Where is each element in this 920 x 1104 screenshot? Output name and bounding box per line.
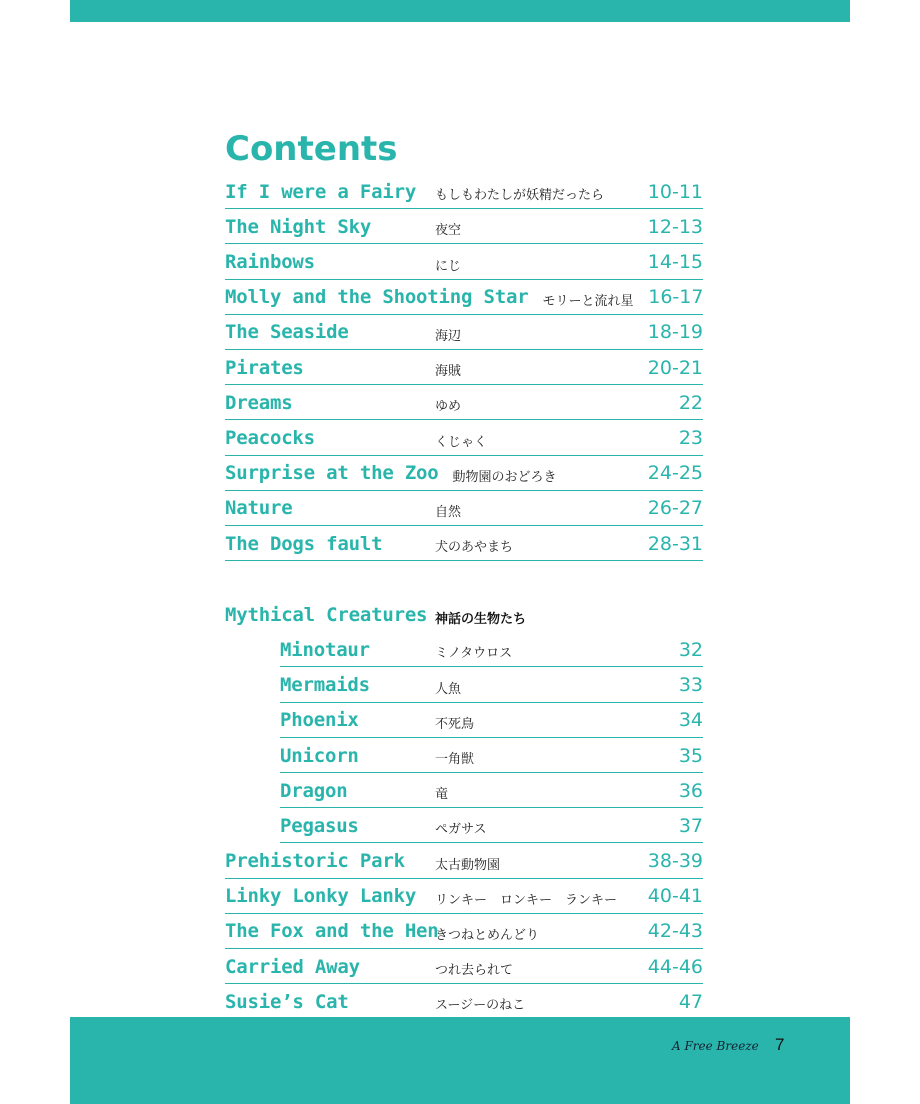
- entry-page: 22: [678, 391, 703, 414]
- entry-title: Minotaur: [280, 638, 370, 661]
- toc-entry[interactable]: [225, 880, 703, 914]
- toc-entry[interactable]: [280, 669, 703, 703]
- toc-entry[interactable]: [225, 351, 703, 385]
- toc-group-mythical: [225, 633, 703, 843]
- entry-title: Phoenix: [280, 709, 359, 732]
- toc-entry[interactable]: [225, 985, 703, 1019]
- entry-japanese-title: ペガサス: [435, 822, 487, 838]
- entry-page: 42-43: [647, 920, 703, 943]
- entry-title: Dragon: [280, 779, 348, 802]
- toc-entry[interactable]: [280, 774, 703, 808]
- entry-japanese-title: 自然: [435, 504, 462, 520]
- entry-page: 47: [678, 990, 703, 1013]
- entry-japanese-title: 動物園のおどろき: [452, 469, 557, 485]
- toc-entry[interactable]: [225, 210, 703, 244]
- entry-page: 14-15: [647, 251, 703, 274]
- entry-japanese-title: つれ去られて: [435, 963, 514, 979]
- footer-brand: A Free Breeze: [672, 1039, 759, 1053]
- entry-page: 33: [678, 674, 703, 697]
- toc-entry[interactable]: [280, 809, 703, 843]
- entry-page: 44-46: [647, 955, 703, 978]
- entry-japanese-title: ミノタウロス: [435, 646, 513, 662]
- toc-entry[interactable]: [225, 527, 703, 561]
- entry-page: 36: [678, 779, 703, 802]
- toc-entry[interactable]: [280, 704, 703, 738]
- toc-entry[interactable]: [225, 422, 703, 456]
- entry-japanese-title: 人魚: [435, 681, 462, 697]
- entry-page: 35: [678, 744, 703, 767]
- entry-japanese-title: ゆめ: [435, 399, 462, 415]
- toc-entry[interactable]: [225, 845, 703, 879]
- entry-title: If I were a Fairy: [225, 180, 417, 203]
- entry-japanese-title: にじ: [435, 258, 462, 274]
- entry-title: The Night Sky: [225, 215, 372, 238]
- entry-page: 32: [678, 638, 703, 661]
- toc-entry[interactable]: [225, 281, 703, 315]
- entry-page: 18-19: [647, 321, 703, 344]
- entry-title: Peacocks: [225, 427, 315, 449]
- entry-title: Prehistoric Park: [225, 850, 405, 873]
- entry-page: 12-13: [647, 215, 703, 238]
- top-color-band: [70, 0, 850, 22]
- entry-japanese-title: 海辺: [435, 328, 462, 344]
- entry-title: Nature: [225, 497, 293, 520]
- entry-page: 38-39: [647, 850, 703, 873]
- entry-title: Dreams: [225, 391, 293, 414]
- entry-title: Molly and the Shooting Star: [225, 286, 529, 309]
- entry-page: 37: [678, 814, 703, 837]
- entry-japanese-title: 太古動物園: [435, 857, 501, 873]
- entry-japanese-title: 一角獣: [435, 752, 475, 767]
- entry-title: Pegasus: [280, 814, 359, 837]
- entry-japanese-title: リンキー ロンキー ランキー: [435, 892, 618, 908]
- entry-page: 20-21: [647, 356, 703, 379]
- entry-title: Linky Lonky Lanky: [225, 885, 417, 908]
- section-title: Mythical Creatures: [225, 604, 428, 627]
- table-of-contents: [225, 124, 703, 1019]
- toc-group-end: [225, 845, 703, 1020]
- entry-page: 28-31: [647, 532, 703, 555]
- entry-title: Surprise at the Zoo: [225, 462, 439, 485]
- entry-japanese-title: 海賊: [435, 364, 462, 380]
- bottom-color-band: [70, 1017, 850, 1104]
- entry-japanese-title: くじゃく: [435, 434, 488, 450]
- toc-section-heading[interactable]: [225, 598, 703, 632]
- entry-title: Pirates: [225, 356, 304, 379]
- entry-title: The Seaside: [225, 321, 349, 344]
- entry-japanese-title: きつねとめんどり: [435, 927, 540, 943]
- entry-title: The Dogs fault: [225, 532, 383, 555]
- entry-title: Susie’s Cat: [225, 990, 349, 1013]
- entry-title: Rainbows: [225, 251, 315, 274]
- footer-page-number: 7: [775, 1035, 785, 1054]
- toc-entry[interactable]: [225, 246, 703, 280]
- section-gap: [225, 561, 703, 597]
- toc-entry[interactable]: [225, 175, 703, 209]
- section-japanese-title: 神話の生物たち: [435, 611, 527, 627]
- entry-japanese-title: もしもわたしが妖精だったら: [435, 188, 605, 204]
- toc-entry[interactable]: [225, 386, 703, 420]
- entry-title: Mermaids: [280, 674, 370, 697]
- toc-entry[interactable]: [225, 457, 703, 491]
- entry-japanese-title: 犬のあやまち: [435, 540, 514, 556]
- entry-japanese-title: 不死鳥: [435, 716, 475, 732]
- entry-title: The Fox and the Hen: [225, 920, 439, 943]
- entry-japanese-title: 夜空: [435, 223, 462, 239]
- entry-japanese-title: 竜: [435, 787, 449, 803]
- entry-japanese-title: スージーのねこ: [435, 998, 526, 1014]
- toc-entry[interactable]: [225, 316, 703, 350]
- entry-page: 34: [678, 709, 703, 732]
- toc-group-main: [225, 175, 703, 561]
- entry-title: Carried Away: [225, 955, 360, 978]
- entry-page: 16-17: [648, 286, 704, 309]
- page-title: Contents: [225, 129, 398, 169]
- entry-title: Unicorn: [280, 744, 359, 767]
- toc-entry[interactable]: [280, 739, 703, 773]
- entry-page: 23: [678, 427, 703, 449]
- entry-page: 26-27: [647, 497, 703, 520]
- entry-page: 24-25: [647, 462, 703, 485]
- toc-entry[interactable]: [225, 492, 703, 526]
- toc-entry[interactable]: [225, 915, 703, 949]
- toc-entry[interactable]: [280, 633, 703, 667]
- entry-page: 10-11: [647, 180, 703, 203]
- entry-japanese-title: モリーと流れ星: [542, 293, 634, 309]
- toc-entry[interactable]: [225, 950, 703, 984]
- entry-page: 40-41: [647, 885, 703, 908]
